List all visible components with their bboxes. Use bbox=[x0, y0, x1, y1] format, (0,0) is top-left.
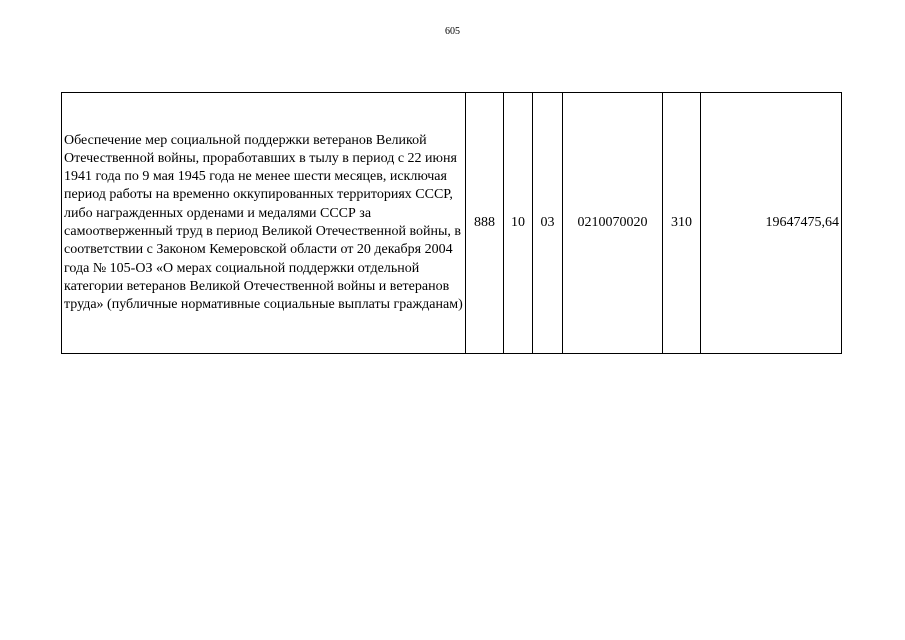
section-cell: 10 bbox=[504, 93, 533, 354]
table-row bbox=[62, 93, 842, 354]
description-cell: Обеспечение мер социальной поддержки ветеранов Великой Отечественной войны, проработавших в тылу в период с 22 июня 1941 года по 9 мая 1945 года не менее шести месяцев, исключая период работы на временно оккупированных территориях СССР, либо награжденных орденами и медалями СССР за самоотверженный труд в период Великой Отечественной войны, в соответствии с Законом Кемеровской области от 20 декабря 2004 года № 105-ОЗ «О мерах социальной поддержки отдельной категории ветеранов Великой Отечественной войны и ветеранов труда» (публичные нормативные социальные выплаты гражданам) bbox=[62, 93, 466, 354]
subsection-cell: 03 bbox=[533, 93, 563, 354]
target-article-cell: 0210070020 bbox=[563, 93, 663, 354]
page-number: 605 bbox=[445, 26, 460, 37]
expense-type-cell: 310 bbox=[663, 93, 701, 354]
budget-table bbox=[61, 92, 842, 354]
ministry-code-cell: 888 bbox=[466, 93, 504, 354]
amount-cell: 19647475,64 bbox=[701, 93, 842, 354]
